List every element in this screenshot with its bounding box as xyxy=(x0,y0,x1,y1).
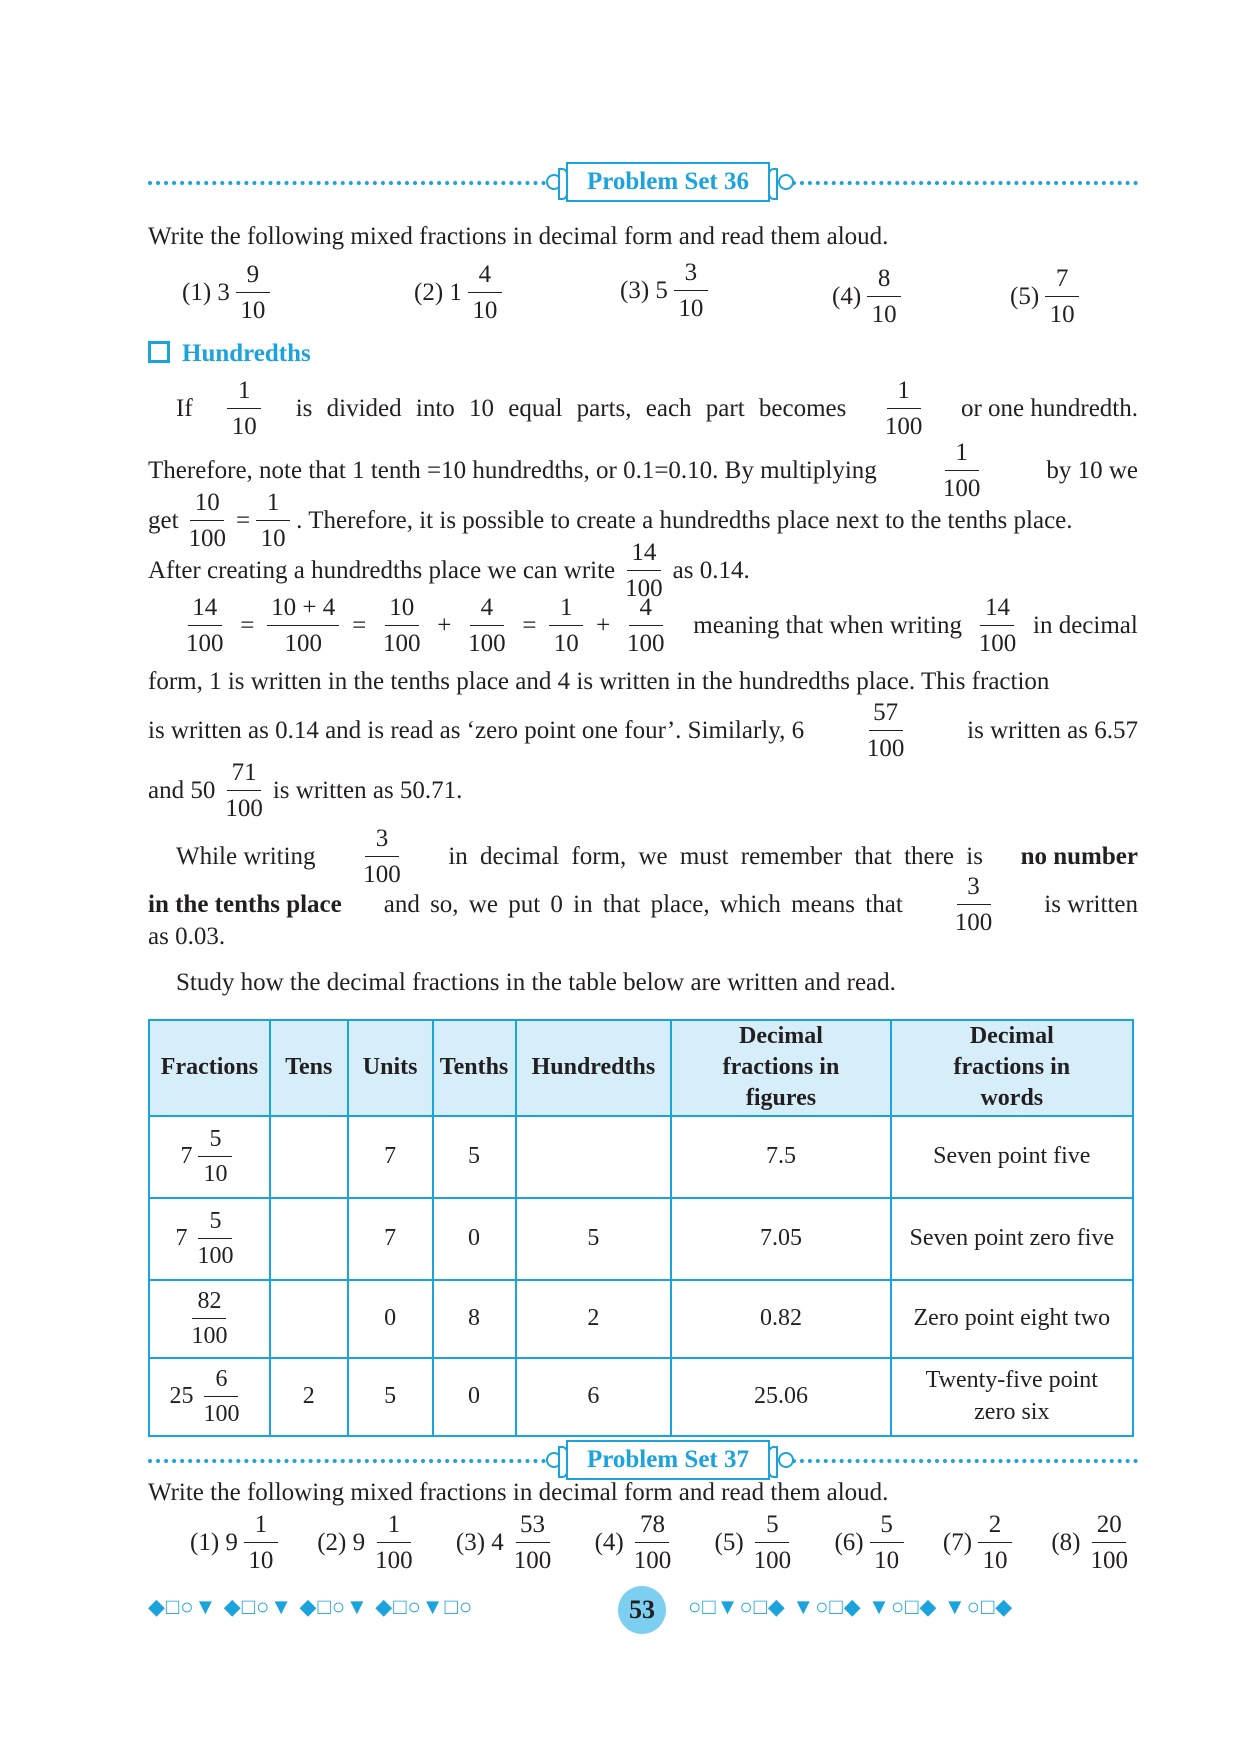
table-intro: Study how the decimal fractions in the table below are written and read. xyxy=(176,969,896,996)
fraction: $\frac{7}{10}$ xyxy=(1045,266,1079,327)
item-label: (5) xyxy=(1010,282,1040,310)
page-footer xyxy=(148,1590,1138,1630)
tens-cell: 2 xyxy=(270,1358,348,1436)
units-cell: 7 xyxy=(348,1116,433,1198)
banner-dotted-line-right xyxy=(792,1459,1138,1463)
paragraph-line-9: While writing $\frac{3}{100}$ in decimal form, we must remember that there is no number xyxy=(176,825,1138,888)
tens-cell xyxy=(270,1198,348,1280)
words-cell: Zero point eight two xyxy=(891,1280,1133,1358)
paragraph-line-1: If $\frac{1}{10}$ is divided into 10 equal parts, each part becomes $\frac{1}{100}$ or one hundredth. xyxy=(176,377,1138,440)
paragraph-line-5: $\frac{14}{100}$ = $\frac{10 + 4}{100}$ = $\frac{10}{100}$ + $\frac{4}{100}$ = $\frac{1}{10}$ + $\frac{4}{100}$ meaning that when writing $\frac{14}{100}$ in decimal xyxy=(186,594,1138,657)
section-heading-text: Hundredths xyxy=(182,340,311,367)
fraction-cell: 7 $\frac{5}{100}$ xyxy=(149,1198,270,1280)
ps37-item-1: (1) 9 $\frac{1}{10}$ xyxy=(190,1512,284,1573)
ps37-items xyxy=(190,1512,1138,1573)
fraction-cell: 25 $\frac{6}{100}$ xyxy=(149,1358,270,1436)
problem-set-36-title: Problem Set 36 xyxy=(566,162,770,202)
problem-set-37-title: Problem Set 37 xyxy=(566,1440,770,1480)
header-tenths: Tenths xyxy=(433,1020,516,1116)
fraction: $\frac{4}{10}$ xyxy=(468,262,502,323)
section-heading xyxy=(148,340,311,368)
footer-ornament-left: ◆□○▼ ◆□○▼ ◆□○▼ ◆□○▼□○ xyxy=(148,1594,474,1619)
ps37-item-7: (7) $\frac{2}{10}$ xyxy=(943,1512,1018,1573)
ps37-instruction: Write the following mixed fractions in decimal form and read them aloud. xyxy=(148,1479,889,1506)
banner-dotted-line-left xyxy=(148,1459,546,1463)
ps36-item-1 xyxy=(182,262,276,323)
tens-cell xyxy=(270,1116,348,1198)
item-label: (2) 1 xyxy=(414,278,462,306)
header-decimal-words: Decimal fractions in words xyxy=(891,1020,1133,1116)
figures-cell: 25.06 xyxy=(671,1358,890,1436)
fraction: $\frac{3}{10}$ xyxy=(674,260,708,321)
table-header-row xyxy=(149,1020,1133,1116)
item-label: (4) xyxy=(832,282,862,310)
figures-cell: 0.82 xyxy=(671,1280,890,1358)
ps36-item-5 xyxy=(1010,266,1085,327)
header-decimal-figures: Decimal fractions in figures xyxy=(671,1020,890,1116)
fraction: $\frac{9}{10}$ xyxy=(236,262,270,323)
ps37-item-5: (5) $\frac{5}{100}$ xyxy=(714,1511,792,1574)
fraction-cell: 7 $\frac{5}{10}$ xyxy=(149,1116,270,1198)
hundredths-cell: 6 xyxy=(516,1358,672,1436)
figures-cell: 7.5 xyxy=(671,1116,890,1198)
paragraph-line-3: get $\frac{10}{100}$ = $\frac{1}{10}$ . Therefore, it is possible to create a hundredths place next to the tenths place. xyxy=(148,489,1073,552)
square-bullet-icon xyxy=(148,341,170,363)
ps37-item-2: (2) 9 $\frac{1}{100}$ xyxy=(317,1511,413,1574)
hundredths-cell: 2 xyxy=(516,1280,672,1358)
paragraph-line-8: and 50 $\frac{71}{100}$ is written as 50.71. xyxy=(148,759,463,822)
banner-dotted-line-right xyxy=(792,181,1138,185)
fraction: $\frac{8}{10}$ xyxy=(867,266,901,327)
header-tens: Tens xyxy=(270,1020,348,1116)
table-row xyxy=(149,1280,1133,1358)
problem-set-37-banner xyxy=(148,1440,1138,1480)
table-row xyxy=(149,1198,1133,1280)
item-label: (1) 3 xyxy=(182,278,230,306)
paragraph-line-6: form, 1 is written in the tenths place and 4 is written in the hundredths place. This fraction xyxy=(148,668,1050,695)
header-hundredths: Hundredths xyxy=(516,1020,672,1116)
ps36-item-4 xyxy=(832,266,907,327)
words-cell: Twenty-five point zero six xyxy=(891,1358,1133,1436)
problem-set-36-banner xyxy=(148,162,1138,202)
footer-ornament-right: ○□▼○□◆ ▼○□◆ ▼○□◆ ▼○□◆ xyxy=(688,1594,1014,1619)
decimal-fractions-table xyxy=(148,1019,1134,1437)
ps37-item-4: (4) $\frac{78}{100}$ xyxy=(594,1511,672,1574)
paragraph-line-7: is written as 0.14 and is read as ‘zero point one four’. Similarly, 6 $\frac{57}{100}$ is written as 6.57 xyxy=(148,699,1138,762)
header-units: Units xyxy=(348,1020,433,1116)
ps37-item-3: (3) 4 $\frac{53}{100}$ xyxy=(455,1511,552,1574)
words-cell: Seven point zero five xyxy=(891,1198,1133,1280)
table-row xyxy=(149,1116,1133,1198)
ps37-item-8: (8) $\frac{20}{100}$ xyxy=(1051,1511,1128,1574)
banner-dotted-line-left xyxy=(148,181,546,185)
item-label: (3) 5 xyxy=(620,276,668,304)
table-row xyxy=(149,1358,1133,1436)
paragraph-line-10: in the tenths place and so, we put 0 in that place, which means that $\frac{3}{100}$ is written xyxy=(148,873,1138,936)
words-cell: Seven point five xyxy=(891,1116,1133,1198)
units-cell: 5 xyxy=(348,1358,433,1436)
fraction-cell: $\frac{82}{100}$ xyxy=(149,1280,270,1358)
tenths-cell: 5 xyxy=(433,1116,516,1198)
ps36-item-2 xyxy=(414,262,508,323)
header-fractions: Fractions xyxy=(149,1020,270,1116)
tens-cell xyxy=(270,1280,348,1358)
hundredths-cell: 5 xyxy=(516,1198,672,1280)
tenths-cell: 0 xyxy=(433,1198,516,1280)
page-number: 53 xyxy=(618,1586,666,1634)
units-cell: 0 xyxy=(348,1280,433,1358)
tenths-cell: 0 xyxy=(433,1358,516,1436)
paragraph-line-2: Therefore, note that 1 tenth =10 hundredths, or 0.1=0.10. By multiplying $\frac{1}{100}$ by 10 we xyxy=(148,439,1138,502)
ps37-item-6: (6) $\frac{5}{10}$ xyxy=(834,1512,909,1573)
figures-cell: 7.05 xyxy=(671,1198,890,1280)
ps36-item-3 xyxy=(620,260,714,321)
paragraph-line-4: After creating a hundredths place we can write $\frac{14}{100}$ as 0.14. xyxy=(148,539,750,602)
ps36-instruction: Write the following mixed fractions in decimal form and read them aloud. xyxy=(148,223,889,250)
hundredths-cell xyxy=(516,1116,672,1198)
tenths-cell: 8 xyxy=(433,1280,516,1358)
units-cell: 7 xyxy=(348,1198,433,1280)
paragraph-line-11: as 0.03. xyxy=(148,923,226,950)
